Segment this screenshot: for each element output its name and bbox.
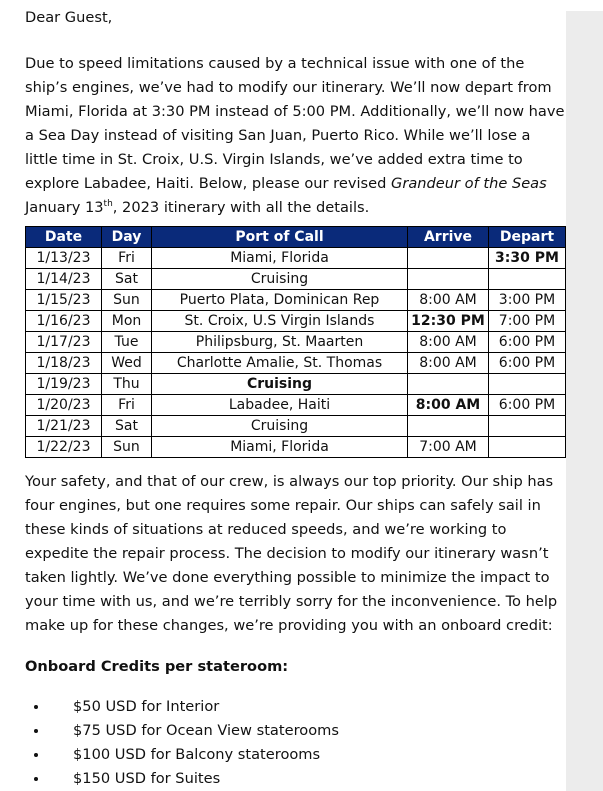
table-row: [26, 437, 566, 458]
cell-day: Fri: [102, 248, 152, 269]
header-port: Port of Call: [152, 227, 408, 248]
credits-list: [25, 695, 566, 791]
cell-port: Miami, Florida: [152, 248, 408, 269]
cell-arrive: [408, 416, 489, 437]
cell-port: Miami, Florida: [152, 437, 408, 458]
cell-port: Puerto Plata, Dominican Rep: [152, 290, 408, 311]
header-depart: Depart: [489, 227, 566, 248]
cell-arrive: 8:00 AM: [408, 353, 489, 374]
date-suffix: th: [103, 199, 113, 210]
list-item: • $150 USD for Suites: [49, 767, 566, 791]
table-row: [26, 248, 566, 269]
cell-date: 1/21/23: [26, 416, 102, 437]
table-row: [26, 269, 566, 290]
cell-arrive: [408, 374, 489, 395]
cell-day: Thu: [102, 374, 152, 395]
cell-depart: [489, 269, 566, 290]
table-row: [26, 290, 566, 311]
cell-date: 1/13/23: [26, 248, 102, 269]
table-row: [26, 353, 566, 374]
greeting: Dear Guest,: [25, 9, 113, 26]
cell-depart: 6:00 PM: [489, 332, 566, 353]
cell-depart: 3:30 PM: [489, 248, 566, 269]
table-row: [26, 311, 566, 332]
cell-arrive: 8:00 AM: [408, 290, 489, 311]
list-item: • $50 USD for Interior: [49, 695, 566, 719]
intro-paragraph: [25, 52, 565, 220]
table-row: [26, 416, 566, 437]
cell-depart: 3:00 PM: [489, 290, 566, 311]
list-item: • $75 USD for Ocean View staterooms: [49, 719, 566, 743]
intro-date: January 13: [25, 199, 104, 216]
cell-date: 1/20/23: [26, 395, 102, 416]
cell-port: St. Croix, U.S Virgin Islands: [152, 311, 408, 332]
table-row: [26, 332, 566, 353]
intro-text-1: Due to speed limitations caused by a technical issue with one of the ship’s engines, we’ve had to modify our itinerary. We’ll now depart from Miami, Florida at 3:30 PM instead of 5:00 PM. Additionally, we’ll now have a Sea Day instead of visiting San Juan, Puerto Rico. While we’ll lose a little time in St. Croix, U.S. Virgin Islands, we’ve added extra time to explore Labadee, Haiti. Below, please our revised: [25, 55, 565, 192]
cell-depart: [489, 416, 566, 437]
cell-day: Sun: [102, 290, 152, 311]
safety-paragraph: Your safety, and that of our crew, is always our top priority. Our ship has four engines, but one requires some repair. Our ships can safely sail in these kinds of situations at reduced speeds, and we’re working to expedite the repair process. The decision to modify our itinerary wasn’t taken lightly. We’ve done everything possible to minimize the impact to your time with us, and we’re terribly sorry for the inconvenience. To help make up for these changes, we’re providing you with an onboard credit:: [25, 473, 558, 634]
ship-name: Grandeur of the Seas: [391, 175, 547, 192]
cell-port: Labadee, Haiti: [152, 395, 408, 416]
cell-arrive: [408, 269, 489, 290]
table-row: [26, 395, 566, 416]
cell-day: Sat: [102, 416, 152, 437]
table-header-row: [26, 227, 566, 248]
page-margin: [566, 0, 603, 791]
cell-port: Philipsburg, St. Maarten: [152, 332, 408, 353]
cell-date: 1/17/23: [26, 332, 102, 353]
cell-date: 1/16/23: [26, 311, 102, 332]
itinerary-table: [25, 226, 566, 458]
cell-port: Cruising: [152, 374, 408, 395]
table-row: [26, 374, 566, 395]
header-day: Day: [102, 227, 152, 248]
page-top-strip: [566, 0, 603, 11]
header-date: Date: [26, 227, 102, 248]
cell-port: Charlotte Amalie, St. Thomas: [152, 353, 408, 374]
cell-day: Wed: [102, 353, 152, 374]
cell-depart: 7:00 PM: [489, 311, 566, 332]
cell-depart: 6:00 PM: [489, 353, 566, 374]
cell-arrive: 8:00 AM: [408, 332, 489, 353]
cell-day: Sun: [102, 437, 152, 458]
cell-date: 1/18/23: [26, 353, 102, 374]
cell-day: Tue: [102, 332, 152, 353]
cell-date: 1/19/23: [26, 374, 102, 395]
cell-day: Mon: [102, 311, 152, 332]
cell-depart: 6:00 PM: [489, 395, 566, 416]
header-arrive: Arrive: [408, 227, 489, 248]
cell-port: Cruising: [152, 269, 408, 290]
cell-arrive: 8:00 AM: [408, 395, 489, 416]
credits-heading: Onboard Credits per stateroom:: [25, 658, 289, 675]
cell-day: Fri: [102, 395, 152, 416]
cell-day: Sat: [102, 269, 152, 290]
cell-depart: [489, 437, 566, 458]
cell-depart: [489, 374, 566, 395]
cell-arrive: [408, 248, 489, 269]
cell-date: 1/15/23: [26, 290, 102, 311]
cell-date: 1/14/23: [26, 269, 102, 290]
intro-text-2: , 2023 itinerary with all the details.: [112, 199, 370, 216]
cell-date: 1/22/23: [26, 437, 102, 458]
cell-port: Cruising: [152, 416, 408, 437]
cell-arrive: 7:00 AM: [408, 437, 489, 458]
list-item: • $100 USD for Balcony staterooms: [49, 743, 566, 767]
cell-arrive: 12:30 PM: [408, 311, 489, 332]
